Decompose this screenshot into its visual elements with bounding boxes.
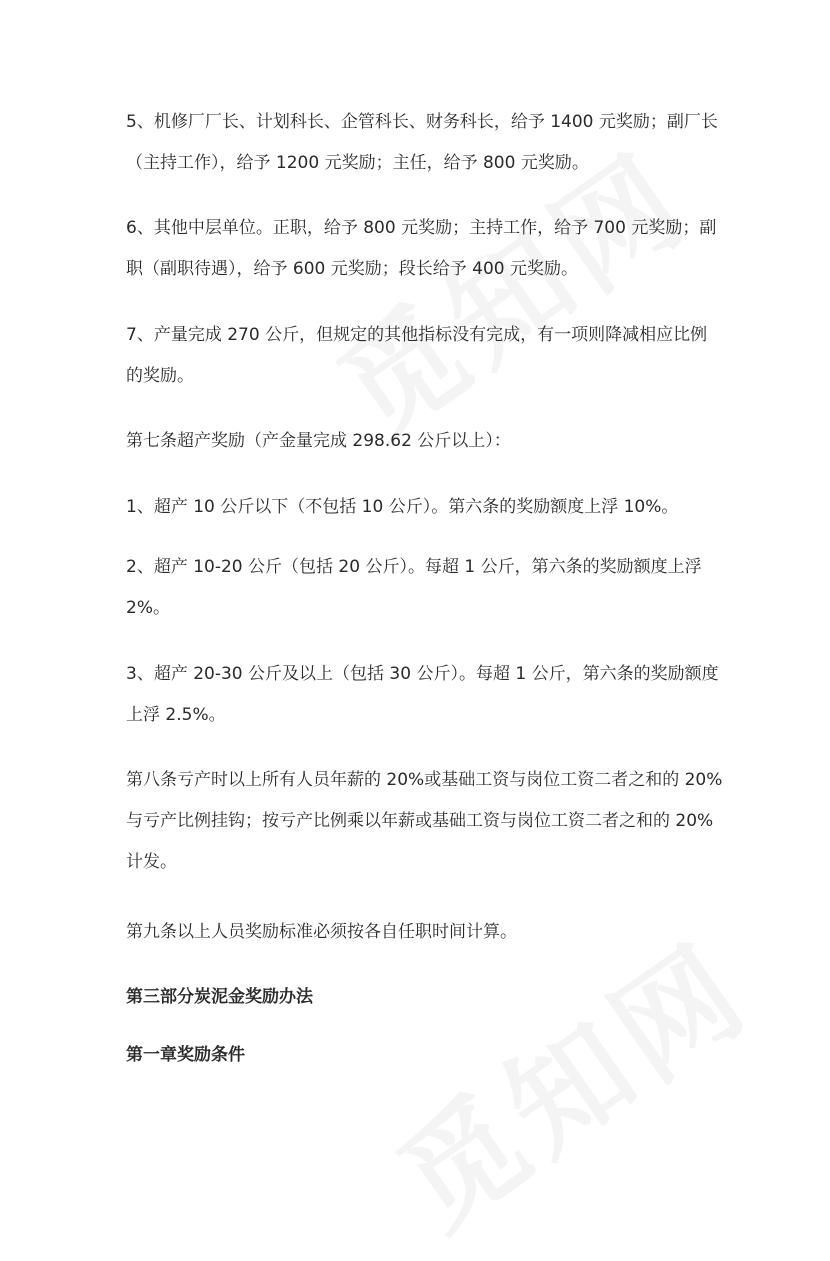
text-line: 2%。	[126, 598, 170, 618]
paragraph-item-6	[126, 208, 716, 290]
text-line: 第七条超产奖励（产金量完成 298.62 公斤以上）：	[126, 431, 511, 451]
text-line: 的奖励。	[126, 366, 194, 386]
text-line: 第八条亏产时以上所有人员年薪的 20%或基础工资与岗位工资二者之和的 20%	[126, 770, 723, 790]
chapter-1-heading	[126, 1035, 716, 1076]
text-line: （主持工作），给予 1200 元奖励；主任，给予 800 元奖励。	[126, 153, 589, 173]
sub-item-2	[126, 547, 716, 629]
text-line: 计发。	[126, 852, 177, 872]
sub-item-1	[126, 487, 716, 528]
article-8	[126, 760, 723, 883]
text-line: 职（副职待遇），给予 600 元奖励；段长给予 400 元奖励。	[126, 259, 579, 279]
paragraph-item-7	[126, 315, 716, 397]
heading-text: 第三部分炭泥金奖励办法	[126, 987, 313, 1007]
text-line: 7、产量完成 270 公斤，但规定的其他指标没有完成，有一项则降减相应比例	[126, 325, 708, 345]
article-9	[126, 912, 716, 953]
text-line: 1、超产 10 公斤以下（不包括 10 公斤）。第六条的奖励额度上浮 10%。	[126, 497, 679, 517]
text-line: 3、超产 20-30 公斤及以上（包括 30 公斤）。每超 1 公斤，第六条的奖励额度	[126, 664, 719, 684]
sub-item-3	[126, 654, 719, 736]
text-line: 6、其他中层单位。正职，给予 800 元奖励；主持工作，给予 700 元奖励；副	[126, 218, 717, 238]
paragraph-item-5	[126, 102, 716, 184]
part-3-heading	[126, 977, 716, 1018]
text-line: 5、机修厂厂长、计划科长、企管科长、财务科长，给予 1400 元奖励；副厂长	[126, 112, 718, 132]
text-line: 上浮 2.5%。	[126, 705, 226, 725]
text-line: 第九条以上人员奖励标准必须按各自任职时间计算。	[126, 922, 517, 942]
text-line: 2、超产 10-20 公斤（包括 20 公斤）。每超 1 公斤，第六条的奖励额度上浮	[126, 557, 702, 577]
article-7	[126, 421, 716, 462]
heading-text: 第一章奖励条件	[126, 1045, 245, 1065]
text-line: 与亏产比例挂钩；按亏产比例乘以年薪或基础工资与岗位工资二者之和的 20%	[126, 811, 714, 831]
